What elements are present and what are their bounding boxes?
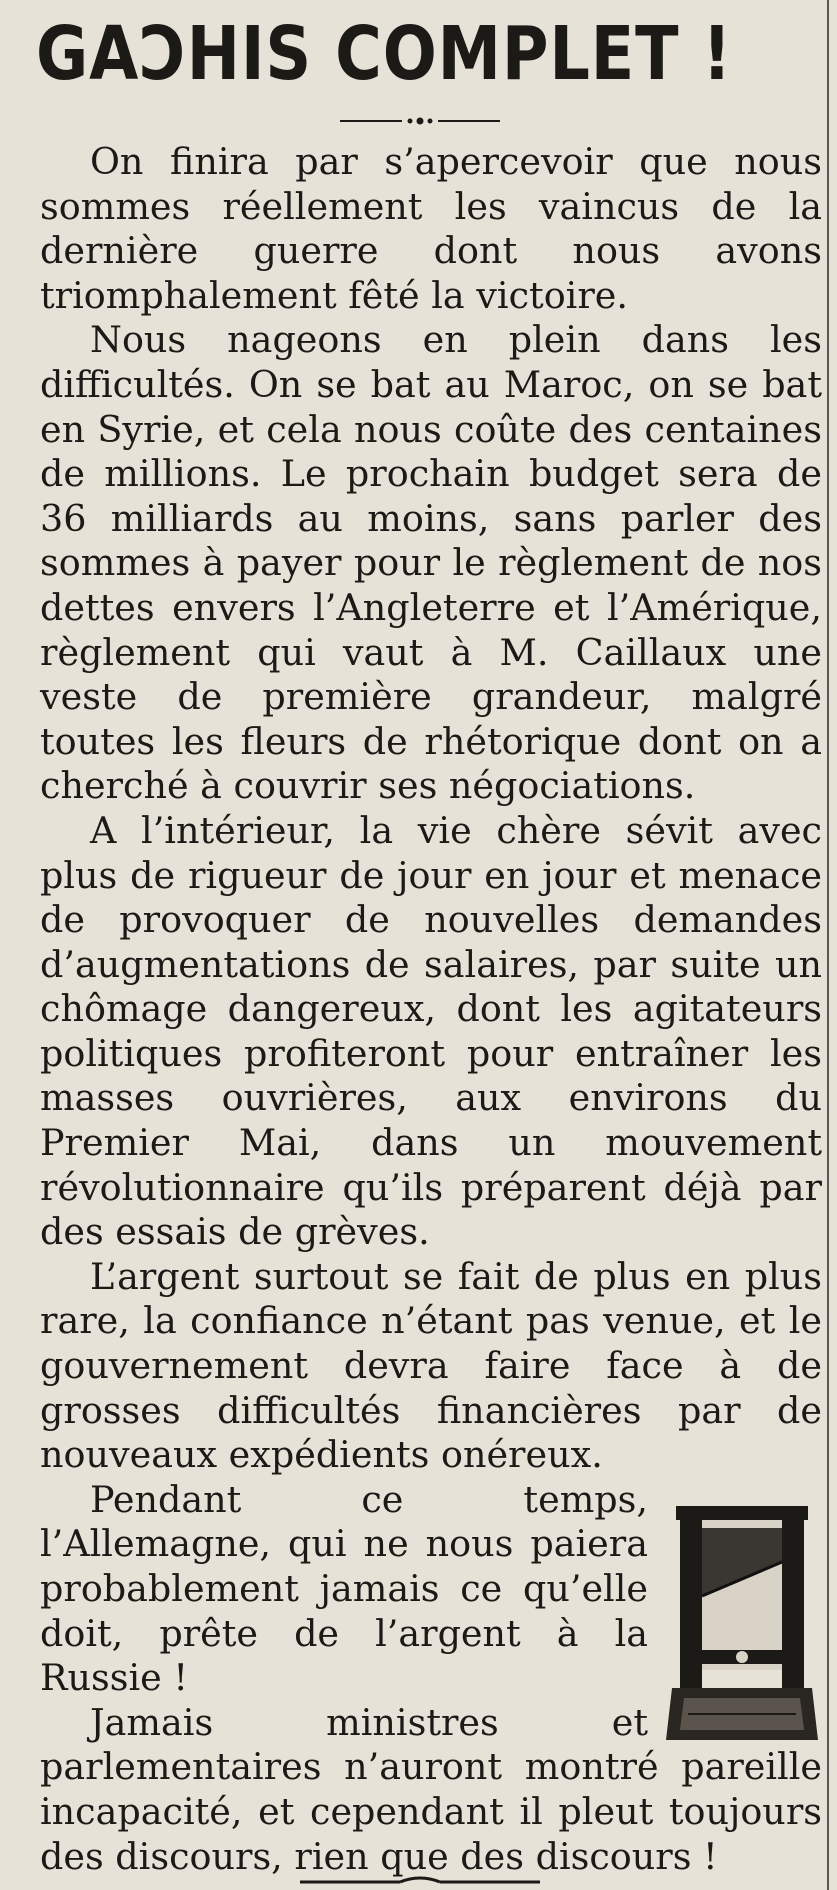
paragraph: Jamais ministres et parlementaires n’auront montré pareille incapacité, et cependant il pleut toujours des discours, rien que des discours !: [40, 1700, 822, 1878]
guillotine-icon: [662, 1500, 822, 1745]
paragraph: L’argent surtout se fait de plus en plus rare, la confiance n’étant pas venue, et le gouvernement devra faire face à de grosses difficultés financières par de nouveaux expédients onéreux.: [40, 1254, 822, 1477]
paragraph: Pendant ce temps, l’Allemagne, qui ne nous paiera probablement jamais ce qu’elle doit, prête de l’argent à la Russie !: [40, 1477, 648, 1700]
wrapped-section: [40, 1478, 822, 1879]
column-rule: [827, 0, 829, 1890]
paragraph: Nous nageons en plein dans les difficultés. On se bat au Maroc, on se bat en Syrie, et cela nous coûte des centaines de millions. Le prochain budget sera de 36 milliards au moins, sans parler des sommes à payer pour le règlement de nos dettes envers l’Angleterre et l’Amérique, règlement qui vaut à M. Caillaux une veste de première grandeur, malgré toutes les fleurs de rhétorique dont on a cherché à couvrir ses négociations.: [40, 318, 822, 808]
article-body: [40, 140, 822, 1879]
paragraph: A l’intérieur, la vie chère sévit avec plus de rigueur de jour en jour et menace de provoquer de nouvelles demandes d’augmentations de salaires, par suite un chômage dangereux, dont les agitateurs politiques profiteront pour entraîner les masses ouvrières, aux environs du Premier Mai, dans un mouvement révolutionnaire qu’ils préparent déjà par des essais de grèves.: [40, 808, 822, 1254]
paragraph: On finira par s’apercevoir que nous sommes réellement les vaincus de la dernière guerre dont nous avons triomphalement fêté la victoire.: [40, 140, 822, 317]
article-title: GAƆHIS COMPLET !: [36, 11, 733, 97]
bottom-ornament: [300, 1874, 540, 1888]
title-ornament: [340, 114, 500, 128]
